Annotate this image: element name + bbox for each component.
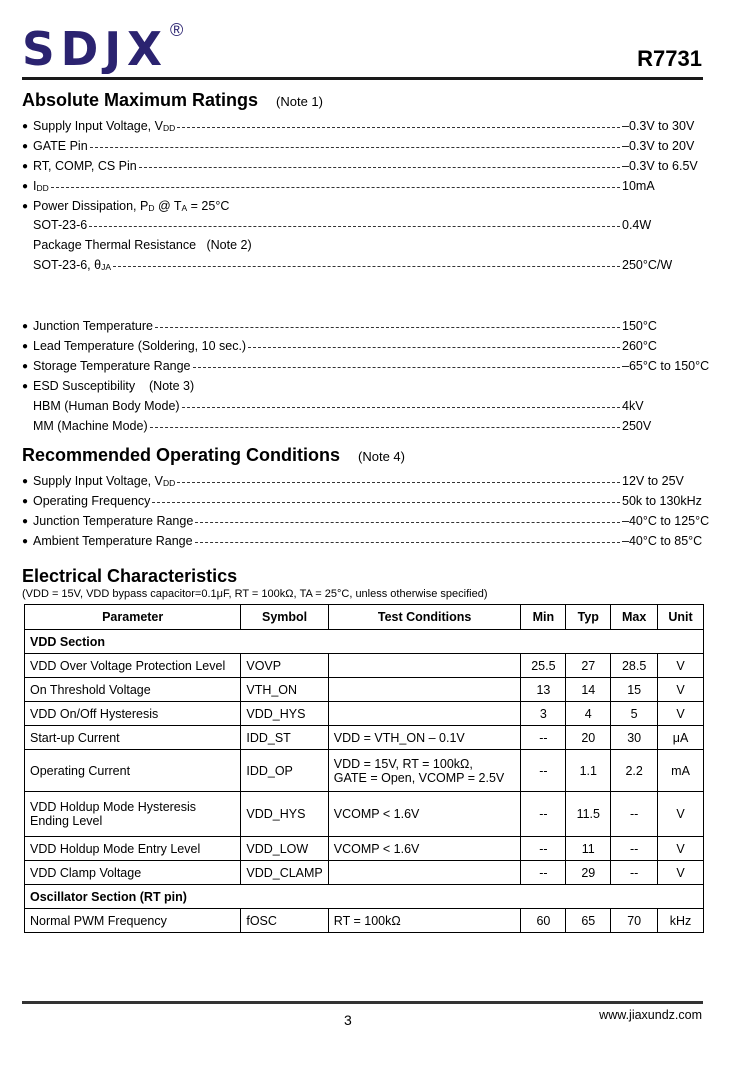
amr-label: ESD Susceptibility (Note 3)	[33, 379, 195, 393]
bullet-icon: ●	[22, 320, 29, 332]
unit-cell: μA	[658, 726, 704, 750]
amr-row	[22, 197, 712, 215]
unit-cell: V	[658, 861, 704, 885]
table-row	[25, 654, 704, 678]
typ-cell: 11.5	[566, 792, 611, 837]
unit-cell: kHz	[658, 909, 704, 933]
amr-row	[22, 397, 712, 415]
col-header: Test Conditions	[328, 605, 521, 630]
symbol-cell: IDD_OP	[241, 750, 328, 792]
leader-dots	[155, 327, 620, 328]
cond-cell	[328, 654, 521, 678]
roc-value: 50k to 130kHz	[622, 494, 702, 508]
leader-dots	[182, 407, 620, 408]
logo-graphic	[22, 22, 172, 74]
amr-label: MM (Machine Mode)	[33, 419, 148, 433]
amr-label: Power Dissipation, $P_D$ @ $T_A = 25^\circ C$	[33, 199, 230, 213]
table-row	[25, 702, 704, 726]
col-header: Max	[611, 605, 658, 630]
page-number: 3	[344, 1012, 352, 1028]
cond-cell	[328, 678, 521, 702]
symbol-cell: IDD_ST	[241, 726, 328, 750]
unit-cell: V	[658, 702, 704, 726]
amr-row	[22, 337, 712, 355]
amr-row	[22, 236, 712, 254]
symbol-cell: VDD_LOW	[241, 837, 328, 861]
table-row	[25, 837, 704, 861]
bullet-icon: ●	[22, 340, 29, 352]
table-row	[25, 726, 704, 750]
min-cell: 25.5	[521, 654, 566, 678]
param-cell: VDD Over Voltage Protection Level	[25, 654, 241, 678]
min-cell: 13	[521, 678, 566, 702]
registered-mark: ®	[170, 20, 184, 40]
typ-cell: 1.1	[566, 750, 611, 792]
col-header: Min	[521, 605, 566, 630]
bullet-icon: ●	[22, 495, 29, 507]
col-header: Typ	[566, 605, 611, 630]
brand-logo	[22, 22, 197, 74]
amr-value: –0.3V to 30V	[622, 119, 695, 133]
bullet-icon: ●	[22, 380, 29, 392]
col-header: Symbol	[241, 605, 328, 630]
amr-row	[22, 216, 712, 234]
max-cell: --	[611, 837, 658, 861]
unit-cell: V	[658, 837, 704, 861]
col-header: Parameter	[25, 605, 241, 630]
amr-row	[22, 256, 712, 274]
cond-cell: VCOMP < 1.6V	[328, 792, 521, 837]
amr-label: Storage Temperature Range	[33, 359, 191, 373]
amr-value: 260°C	[622, 339, 657, 353]
table-row	[25, 678, 704, 702]
cond-cell: RT = 100kΩ	[328, 909, 521, 933]
bullet-icon: ●	[22, 360, 29, 372]
roc-label: Junction Temperature Range	[33, 514, 194, 528]
amr-value: 4kV	[622, 399, 644, 413]
typ-cell: 65	[566, 909, 611, 933]
section-row	[25, 630, 704, 654]
param-cell: VDD On/Off Hysteresis	[25, 702, 241, 726]
leader-dots	[113, 266, 620, 267]
leader-dots	[150, 427, 620, 428]
typ-cell: 11	[566, 837, 611, 861]
unit-cell: V	[658, 654, 704, 678]
min-cell: --	[521, 792, 566, 837]
bullet-icon: ●	[22, 535, 29, 547]
ec-heading	[22, 566, 237, 587]
section-title: VDD Section	[25, 630, 704, 654]
amr-value: 150°C	[622, 319, 657, 333]
leader-dots	[139, 167, 620, 168]
param-cell: On Threshold Voltage	[25, 678, 241, 702]
param-cell: Start-up Current	[25, 726, 241, 750]
max-cell: 2.2	[611, 750, 658, 792]
table-row	[25, 792, 704, 837]
amr-value: 10mA	[622, 179, 655, 193]
amr-value: –65°C to 150°C	[622, 359, 710, 373]
leader-dots	[193, 367, 620, 368]
param-cell: VDD Holdup Mode Entry Level	[25, 837, 241, 861]
param-cell: Operating Current	[25, 750, 241, 792]
amr-value: –0.3V to 20V	[622, 139, 695, 153]
max-cell: --	[611, 861, 658, 885]
bullet-icon: ●	[22, 120, 29, 132]
leader-dots	[90, 147, 620, 148]
section-title: Oscillator Section (RT pin)	[25, 885, 704, 909]
min-cell: --	[521, 750, 566, 792]
amr-title: Absolute Maximum Ratings	[22, 90, 259, 110]
header-rule	[22, 77, 703, 80]
unit-cell: V	[658, 792, 704, 837]
cond-cell: VDD = VTH_ON – 0.1V	[328, 726, 521, 750]
unit-cell: V	[658, 678, 704, 702]
amr-row	[22, 417, 712, 435]
cond-cell	[328, 861, 521, 885]
min-cell: --	[521, 861, 566, 885]
roc-value: –40°C to 125°C	[622, 514, 710, 528]
part-number: R7731	[637, 46, 702, 71]
table-header-row	[25, 605, 704, 630]
roc-row	[22, 492, 712, 510]
max-cell: 15	[611, 678, 658, 702]
symbol-cell: VTH_ON	[241, 678, 328, 702]
col-header: Unit	[658, 605, 704, 630]
cond-cell: VCOMP < 1.6V	[328, 837, 521, 861]
amr-label: RT, COMP, CS Pin	[33, 159, 137, 173]
leader-dots	[248, 347, 620, 348]
amr-row	[22, 357, 712, 375]
leader-dots	[195, 542, 620, 543]
min-cell: --	[521, 726, 566, 750]
symbol-cell: VOVP	[241, 654, 328, 678]
roc-label: Operating Frequency	[33, 494, 151, 508]
roc-title: Recommended Operating Conditions	[22, 445, 341, 465]
min-cell: --	[521, 837, 566, 861]
typ-cell: 29	[566, 861, 611, 885]
section-row	[25, 885, 704, 909]
amr-heading	[22, 90, 323, 111]
amr-label: HBM (Human Body Mode)	[33, 399, 180, 413]
amr-value: 0.4W	[622, 218, 652, 232]
max-cell: 5	[611, 702, 658, 726]
amr-label: Junction Temperature	[33, 319, 153, 333]
amr-label: GATE Pin	[33, 139, 88, 153]
amr-label: Lead Temperature (Soldering, 10 sec.)	[33, 339, 247, 353]
ec-conditions: (VDD = 15V, VDD bypass capacitor=0.1μF, RT = 100kΩ, TA = 25°C, unless otherwise specified)	[22, 588, 488, 600]
table-row	[25, 750, 704, 792]
roc-value: –40°C to 85°C	[622, 534, 703, 548]
bullet-icon: ●	[22, 140, 29, 152]
amr-row	[22, 157, 712, 175]
param-cell: Normal PWM Frequency	[25, 909, 241, 933]
website-link[interactable]: www.jiaxundz.com	[599, 1008, 702, 1022]
typ-cell: 27	[566, 654, 611, 678]
typ-cell: 4	[566, 702, 611, 726]
min-cell: 60	[521, 909, 566, 933]
roc-note: (Note 4)	[358, 449, 405, 464]
max-cell: 28.5	[611, 654, 658, 678]
roc-row	[22, 472, 712, 490]
amr-label: SOT-23-6	[33, 218, 88, 232]
roc-heading	[22, 445, 405, 466]
amr-label: $I_{DD}$	[33, 179, 49, 193]
symbol-cell: fOSC	[241, 909, 328, 933]
symbol-cell: VDD_HYS	[241, 702, 328, 726]
amr-label: Package Thermal Resistance (Note 2)	[33, 238, 252, 252]
leader-dots	[152, 502, 620, 503]
roc-value: 12V to 25V	[622, 474, 684, 488]
typ-cell: 14	[566, 678, 611, 702]
leader-dots	[195, 522, 620, 523]
max-cell: 70	[611, 909, 658, 933]
param-cell: VDD Clamp Voltage	[25, 861, 241, 885]
typ-cell: 20	[566, 726, 611, 750]
amr-row	[22, 377, 712, 395]
roc-row	[22, 532, 712, 550]
symbol-cell: VDD_CLAMP	[241, 861, 328, 885]
bullet-icon: ●	[22, 515, 29, 527]
leader-dots	[177, 127, 620, 128]
amr-row	[22, 317, 712, 335]
amr-value: –0.3V to 6.5V	[622, 159, 698, 173]
bullet-icon: ●	[22, 475, 29, 487]
amr-row	[22, 137, 712, 155]
cond-cell: VDD = 15V, RT = 100kΩ, GATE = Open, VCOMP = 2.5V	[328, 750, 521, 792]
leader-dots	[177, 482, 620, 483]
cond-cell	[328, 702, 521, 726]
bullet-icon: ●	[22, 200, 29, 212]
roc-row	[22, 512, 712, 530]
min-cell: 3	[521, 702, 566, 726]
amr-value: 250°C/W	[622, 258, 673, 272]
param-cell: VDD Holdup Mode Hysteresis Ending Level	[25, 792, 241, 837]
table-row	[25, 861, 704, 885]
amr-row	[22, 177, 712, 195]
amr-value: 250V	[622, 419, 652, 433]
max-cell: 30	[611, 726, 658, 750]
amr-label: SOT-23-6, $\theta_{JA}$	[33, 258, 112, 272]
amr-label: Supply Input Voltage, $V_{DD}$	[33, 119, 176, 133]
leader-dots	[51, 187, 620, 188]
ec-title: Electrical Characteristics	[22, 566, 238, 586]
table-row	[25, 909, 704, 933]
leader-dots	[89, 226, 620, 227]
bullet-icon: ●	[22, 180, 29, 192]
unit-cell: mA	[658, 750, 704, 792]
symbol-cell: VDD_HYS	[241, 792, 328, 837]
bullet-icon: ●	[22, 160, 29, 172]
amr-note: (Note 1)	[276, 94, 323, 109]
footer-rule	[22, 1001, 703, 1004]
max-cell: --	[611, 792, 658, 837]
ec-table	[24, 604, 704, 933]
roc-label: Ambient Temperature Range	[33, 534, 193, 548]
amr-row	[22, 117, 712, 135]
roc-label: Supply Input Voltage, $V_{DD}$	[33, 474, 176, 488]
svg-text:SDJX: SDJX	[22, 22, 168, 74]
